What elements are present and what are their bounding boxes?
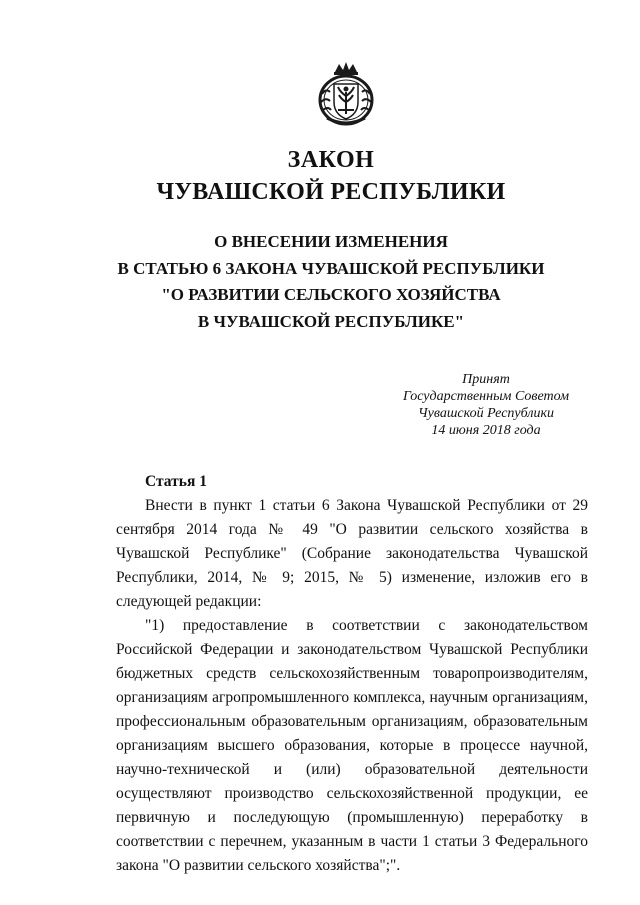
adopted-date: 14 июня 2018 года <box>431 423 541 438</box>
subject-line-1: О ВНЕСЕНИИ ИЗМЕНЕНИЯ <box>214 232 448 251</box>
title-line-2: ЧУВАШСКОЙ РЕСПУБЛИКИ <box>156 179 506 205</box>
subject-line-2: В СТАТЬЮ 6 ЗАКОНА ЧУВАШСКОЙ РЕСПУБЛИКИ <box>117 258 545 278</box>
adopted-line-1: Принят <box>462 372 510 387</box>
coat-of-arms-icon <box>317 62 375 126</box>
article-paragraph-1: Внести в пункт 1 статьи 6 Закона Чувашской Республики от 29 сентября 2014 года № 49 "О развитии сельского хозяйства в Чувашской Республике" (Собрание законодательства Чувашской Республики, 2014, № 9; 2015, № 5) изменение, изложив его в следующей редакции: <box>116 497 588 610</box>
article-heading: Статья 1 <box>145 473 207 490</box>
law-subject <box>0 229 640 335</box>
article-paragraph-2: "1) предоставление в соответствии с законодательством Российской Федерации и законодательством Чувашской Республики бюджетных средств сельскохозяйственным товаропроизводителям, организациям агропромышленного комплекса, научным организациям, профессиональным образовательным организациям, образовательным организациям высшего образования, которые в процессе научной, научно-технической и (или) образовательной деятельности осуществляют производство сельскохозяйственной продукции, ее первичную и последующую (промышленную) переработку в соответствии с перечнем, указанным в части 1 статьи 3 Федерального закона "О развитии сельского хозяйства";". <box>116 617 588 874</box>
adopted-line-3: Чувашской Республики <box>418 406 554 421</box>
subject-line-4: В ЧУВАШСКОЙ РЕСПУБЛИКЕ" <box>197 311 465 331</box>
subject-line-3: "О РАЗВИТИИ СЕЛЬСКОГО ХОЗЯЙСТВА <box>161 285 501 304</box>
title-line-1: ЗАКОН <box>287 147 375 173</box>
article-content <box>116 470 588 878</box>
adopted-line-2: Государственным Советом <box>402 389 570 404</box>
law-title <box>0 145 640 209</box>
adoption-note <box>400 371 572 439</box>
